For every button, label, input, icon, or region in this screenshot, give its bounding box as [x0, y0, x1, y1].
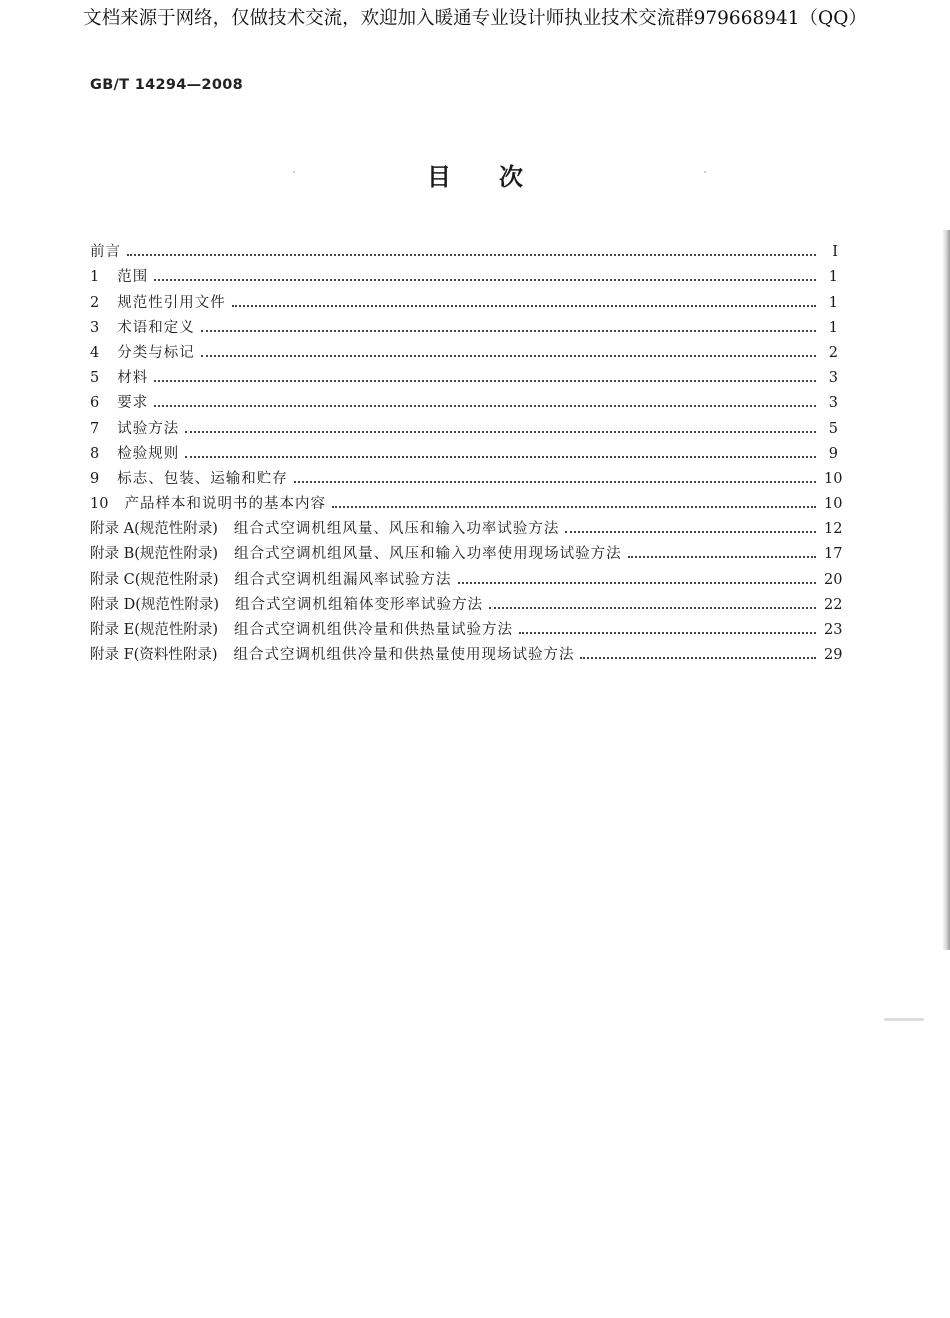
toc-entry-title: 前言 [90, 244, 121, 261]
toc-entry-page: 1 [828, 319, 838, 336]
scan-spine-shadow [942, 230, 950, 950]
toc-dot-leader [458, 582, 816, 584]
toc-entry-page: 3 [828, 370, 838, 387]
toc-entry-title: 组合式空调机组风量、风压和输入功率试验方法 [233, 521, 560, 538]
toc-entry[interactable] [90, 236, 838, 261]
toc-entry-page: 10 [824, 470, 843, 487]
toc-entry[interactable] [90, 412, 838, 437]
toc-entry[interactable] [90, 286, 838, 311]
toc-entry[interactable] [90, 463, 843, 488]
toc-dot-leader [154, 380, 816, 382]
toc-entry-page: 23 [824, 622, 843, 638]
toc-entry-number: 1 [90, 269, 100, 286]
toc-entry-number: 5 [90, 370, 100, 387]
toc-entry[interactable] [90, 337, 838, 362]
toc-entry-number: 附录 B(规范性附录) [90, 546, 219, 563]
toc-dot-leader [294, 481, 816, 483]
toc-dot-leader [489, 607, 816, 609]
toc-entry-title: 产品样本和说明书的基本内容 [124, 496, 326, 513]
toc-entry-number: 附录 F(资料性附录) [90, 647, 218, 664]
toc-entry-number: 10 [90, 496, 109, 513]
toc-dot-leader [565, 531, 816, 533]
toc-entry-title: 要求 [117, 395, 149, 412]
toc-entry-title: 组合式空调机组箱体变形率试验方法 [235, 596, 484, 613]
toc-entry-page: I [832, 244, 838, 261]
source-banner: 文档来源于网络，仅做技术交流，欢迎加入暖通专业设计师执业技术交流群979668941（QQ） [83, 8, 867, 29]
toc-dot-leader [332, 506, 816, 508]
toc-entry-title: 材料 [117, 370, 149, 387]
toc-dot-leader [185, 456, 816, 458]
scan-speck [293, 171, 295, 173]
toc-entry-number: 附录 D(规范性附录) [90, 596, 220, 613]
toc-entry-title: 标志、包装、运输和贮存 [117, 470, 288, 487]
toc-dot-leader [580, 657, 816, 659]
toc-entry[interactable] [90, 438, 838, 463]
toc-entry-title: 术语和定义 [117, 319, 195, 336]
standard-number: GB/T 14294—2008 [90, 77, 243, 93]
toc-entry-page: 2 [828, 344, 838, 361]
toc-entry-title: 范围 [117, 269, 149, 286]
toc-entry-title: 组合式空调机组风量、风压和输入功率使用现场试验方法 [234, 546, 622, 563]
toc-entry-number: 8 [90, 445, 100, 462]
toc-dot-leader [185, 431, 816, 433]
toc-entry[interactable] [90, 639, 843, 664]
toc-entry[interactable] [90, 488, 843, 513]
toc-entry-page: 3 [828, 395, 838, 412]
toc-dot-leader [232, 305, 816, 307]
toc-entry[interactable] [90, 614, 843, 639]
toc-dot-leader [201, 330, 816, 332]
toc-entry-title: 规范性引用文件 [117, 294, 226, 311]
toc-entry-page: 1 [828, 269, 838, 286]
toc-entry-page: 12 [824, 521, 843, 538]
scan-speck [884, 1018, 924, 1021]
toc-entry[interactable] [90, 362, 838, 387]
toc-entry-title: 分类与标记 [117, 344, 195, 361]
toc-dot-leader [127, 254, 816, 256]
toc-entry-number: 2 [90, 294, 100, 311]
toc-dot-leader [201, 355, 816, 357]
toc-entry-number: 9 [90, 470, 100, 487]
toc-entry[interactable] [90, 261, 838, 286]
toc-entry-title: 检验规则 [117, 445, 180, 462]
toc-entry-page: 20 [824, 571, 843, 588]
toc-entry[interactable] [90, 538, 843, 563]
toc-entry-number: 7 [90, 420, 100, 437]
toc-entry-number: 附录 C(规范性附录) [90, 571, 219, 588]
toc-dot-leader [154, 405, 816, 407]
scan-speck [704, 171, 706, 173]
toc-title: 目次 [427, 163, 571, 191]
toc-entry-page: 9 [828, 445, 838, 462]
toc-dot-leader [519, 632, 816, 634]
toc-list [90, 236, 843, 664]
toc-entry[interactable] [90, 589, 843, 614]
toc-entry-number: 4 [90, 344, 100, 361]
toc-entry-number: 6 [90, 395, 100, 412]
toc-entry-page: 10 [824, 496, 843, 513]
toc-entry-page: 5 [828, 420, 838, 437]
toc-entry-page: 29 [824, 647, 843, 664]
toc-entry-page: 17 [824, 546, 843, 563]
toc-entry-title: 组合式空调机组供冷量和供热量使用现场试验方法 [233, 647, 575, 664]
toc-entry[interactable] [90, 513, 843, 538]
toc-entry-number: 附录 E(规范性附录) [90, 622, 219, 638]
toc-entry-number: 3 [90, 319, 100, 336]
toc-entry[interactable] [90, 563, 843, 588]
toc-entry-title: 组合式空调机组供冷量和供热量试验方法 [234, 622, 514, 638]
toc-entry-title: 组合式空调机组漏风率试验方法 [234, 571, 452, 588]
toc-entry-page: 1 [828, 294, 838, 311]
toc-entry-number: 附录 A(规范性附录) [90, 521, 218, 538]
toc-dot-leader [154, 279, 816, 281]
toc-entry-title: 试验方法 [117, 420, 180, 437]
toc-entry-page: 22 [824, 596, 843, 613]
toc-entry[interactable] [90, 387, 838, 412]
toc-entry[interactable] [90, 312, 838, 337]
toc-dot-leader [628, 556, 816, 558]
